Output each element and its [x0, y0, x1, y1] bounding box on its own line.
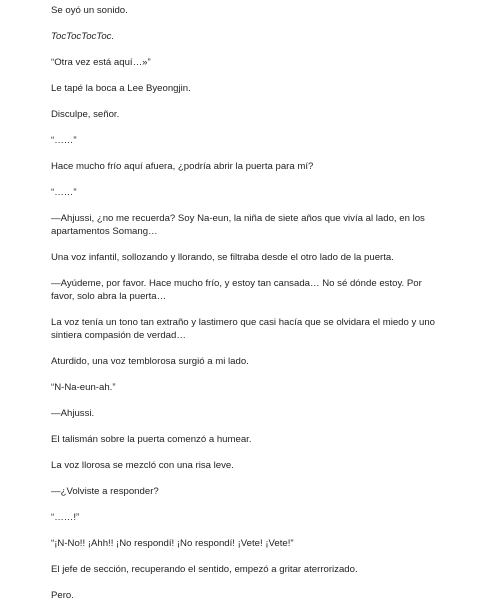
paragraph: Una voz infantil, sollozando y llorando, se filtraba desde el otro lado de la puerta.	[51, 252, 394, 263]
paragraph: TocTocTocToc.	[51, 31, 115, 42]
paragraph: —Ahjussi.	[51, 408, 95, 419]
paragraph: Le tapé la boca a Lee Byeongjin.	[51, 83, 191, 94]
paragraph: Aturdido, una voz temblorosa surgió a mi lado.	[51, 356, 249, 367]
paragraph: “Otra vez está aquí…»”	[51, 57, 151, 68]
paragraph: “……”	[51, 135, 77, 146]
paragraph: —¿Volviste a responder?	[51, 486, 159, 497]
paragraph: Se oyó un sonido.	[51, 5, 128, 16]
paragraph: —Ayúdeme, por favor. Hace mucho frío, y estoy tan cansada… No sé dónde estoy. Por favor, solo abra la puerta…	[51, 278, 422, 302]
paragraph: —Ahjussi, ¿no me recuerda? Soy Na-eun, la niña de siete años que vivía al lado, en los apartamentos Somang…	[51, 213, 425, 237]
paragraph: Pero.	[51, 590, 74, 601]
paragraph: “……!”	[51, 512, 80, 523]
paragraph: El jefe de sección, recuperando el sentido, empezó a gritar aterrorizado.	[51, 564, 358, 575]
paragraph: El talismán sobre la puerta comenzó a humear.	[51, 434, 252, 445]
paragraph: La voz tenía un tono tan extraño y lastimero que casi hacía que se olvidara el miedo y uno sintiera compasión de verdad…	[51, 317, 435, 341]
paragraph: Hace mucho frío aquí afuera, ¿podría abrir la puerta para mí?	[51, 161, 314, 172]
paragraph: “……”	[51, 187, 77, 198]
paragraph: “N-Na-eun-ah.”	[51, 382, 116, 393]
paragraph: La voz llorosa se mezcló con una risa leve.	[51, 460, 234, 471]
paragraph: “¡N-No!! ¡Ahh!! ¡No respondí! ¡No respondí! ¡Vete! ¡Vete!”	[51, 538, 294, 549]
paragraph: Disculpe, señor.	[51, 109, 120, 120]
